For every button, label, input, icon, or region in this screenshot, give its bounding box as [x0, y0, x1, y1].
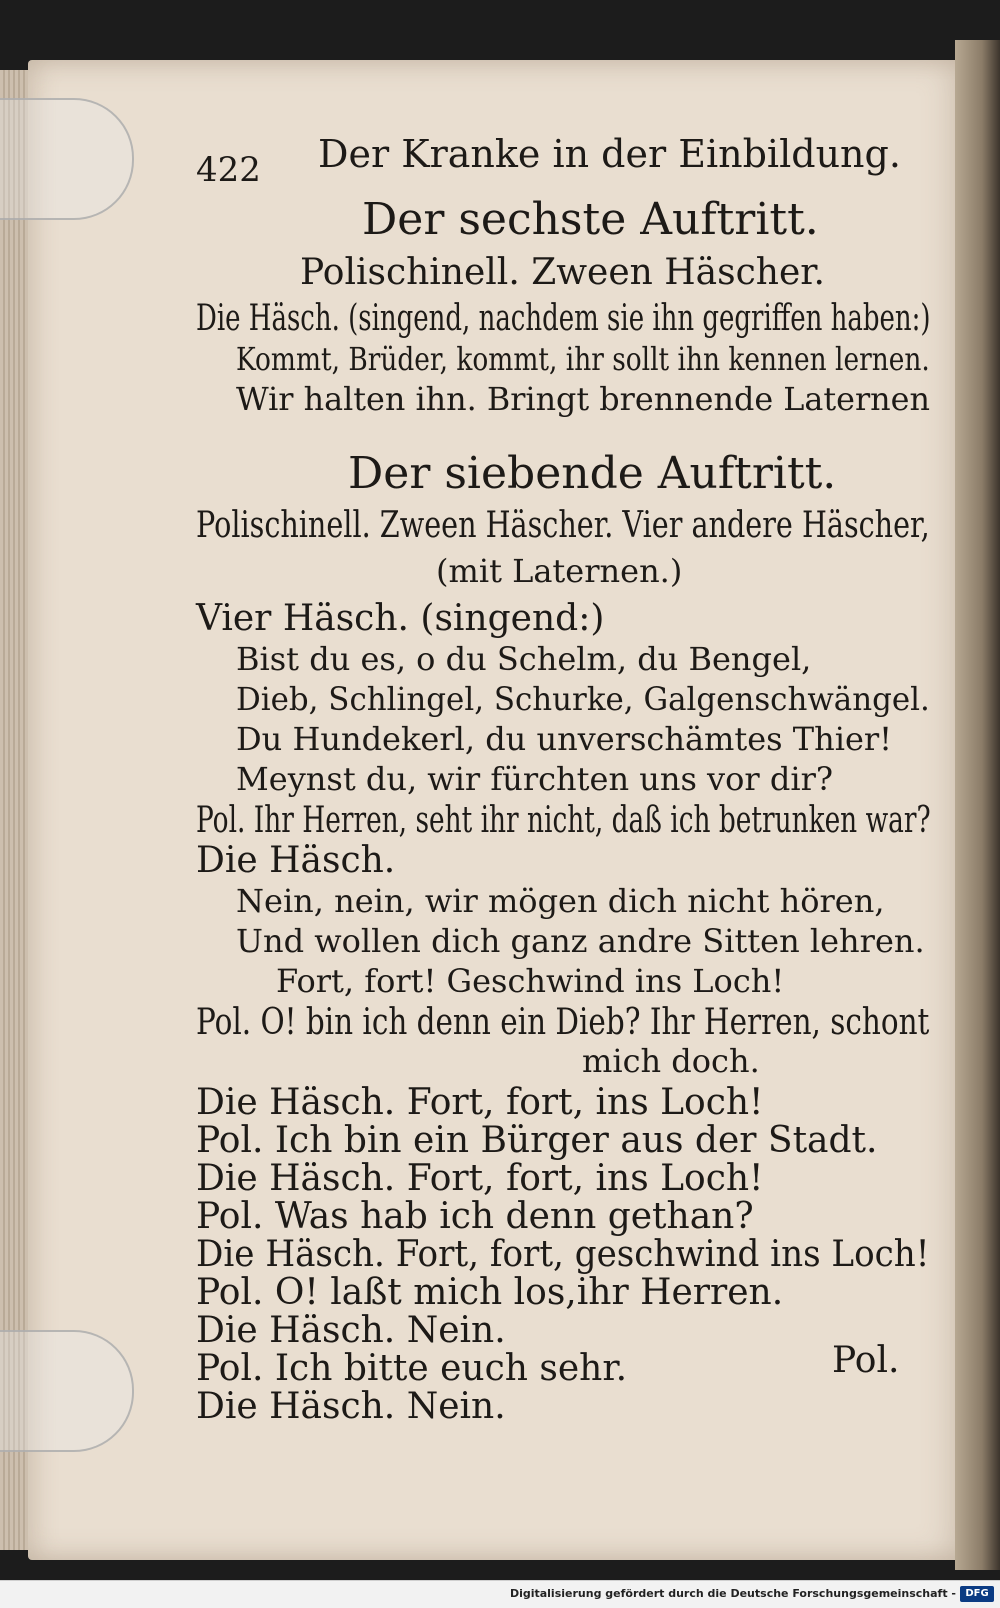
page-right-edge	[955, 40, 1000, 1570]
scene-6-line-3: Wir halten ihn. Bringt brennende Laternen	[236, 380, 930, 418]
scene-7-line-3: Dieb, Schlingel, Schurke, Galgenschwängel.	[236, 680, 930, 718]
scene-7-line-6: Pol. Ihr Herren, seht ihr nicht, daß ich betrunken war?	[196, 800, 931, 841]
scene-7-cast: Polischinell. Zween Häscher. Vier andere Häscher,	[196, 505, 930, 546]
scene-7-line-18: Pol. O! laßt mich los,ihr Herren.	[196, 1272, 784, 1313]
scene-6-cast: Polischinell. Zween Häscher.	[300, 252, 825, 293]
page-number: 422	[196, 150, 261, 190]
funding-credit: Digitalisierung gefördert durch die Deutsche Forschungsgemeinschaft -	[509, 1587, 956, 1600]
dfg-logo-icon[interactable]: DFG	[960, 1586, 994, 1602]
scene-7-line-19: Die Häsch. Nein.	[196, 1310, 506, 1351]
scene-7-line-21: Die Häsch. Nein.	[196, 1386, 506, 1427]
scene-6-line-2: Kommt, Brüder, kommt, ihr sollt ihn kennen lernen.	[236, 340, 930, 378]
scene-7-cast-note: (mit Laternen.)	[436, 552, 683, 590]
scene-7-line-1: Vier Häsch. (singend:)	[196, 598, 605, 639]
scene-7-line-4: Du Hundekerl, du unverschämtes Thier!	[236, 720, 893, 758]
page-clip-bottom	[0, 1330, 134, 1452]
scene-7-line-17: Die Häsch. Fort, fort, geschwind ins Loch!	[196, 1234, 930, 1275]
scene-7-line-16: Pol. Was hab ich denn gethan?	[196, 1196, 754, 1237]
scene-7-line-7: Die Häsch.	[196, 840, 396, 881]
scene-7-title: Der siebende Auftritt.	[348, 448, 837, 499]
footer-bar	[0, 1580, 1000, 1608]
scene-7-line-8: Nein, nein, wir mögen dich nicht hören,	[236, 882, 885, 920]
scene-7-line-15: Die Häsch. Fort, fort, ins Loch!	[196, 1158, 764, 1199]
scene-7-line-12: mich doch.	[582, 1042, 760, 1080]
scene-7-line-5: Meynst du, wir fürchten uns vor dir?	[236, 760, 834, 798]
scene-7-line-14: Pol. Ich bin ein Bürger aus der Stadt.	[196, 1120, 878, 1161]
scene-7-line-2: Bist du es, o du Schelm, du Bengel,	[236, 640, 812, 678]
scene-7-line-13: Die Häsch. Fort, fort, ins Loch!	[196, 1082, 764, 1123]
catchword: Pol.	[832, 1340, 900, 1381]
scene-6-line-1: Die Häsch. (singend, nachdem sie ihn gegriffen haben:)	[196, 298, 931, 339]
running-title: Der Kranke in der Einbildung.	[318, 132, 901, 176]
scene-7-line-10: Fort, fort! Geschwind ins Loch!	[276, 962, 785, 1000]
scene-6-title: Der sechste Auftritt.	[362, 194, 819, 245]
scene-7-line-20: Pol. Ich bitte euch sehr.	[196, 1348, 628, 1389]
scene-7-line-9: Und wollen dich ganz andre Sitten lehren.	[236, 922, 925, 960]
scene-7-line-11: Pol. O! bin ich denn ein Dieb? Ihr Herren, schont	[196, 1002, 930, 1043]
page-clip-top	[0, 98, 134, 220]
